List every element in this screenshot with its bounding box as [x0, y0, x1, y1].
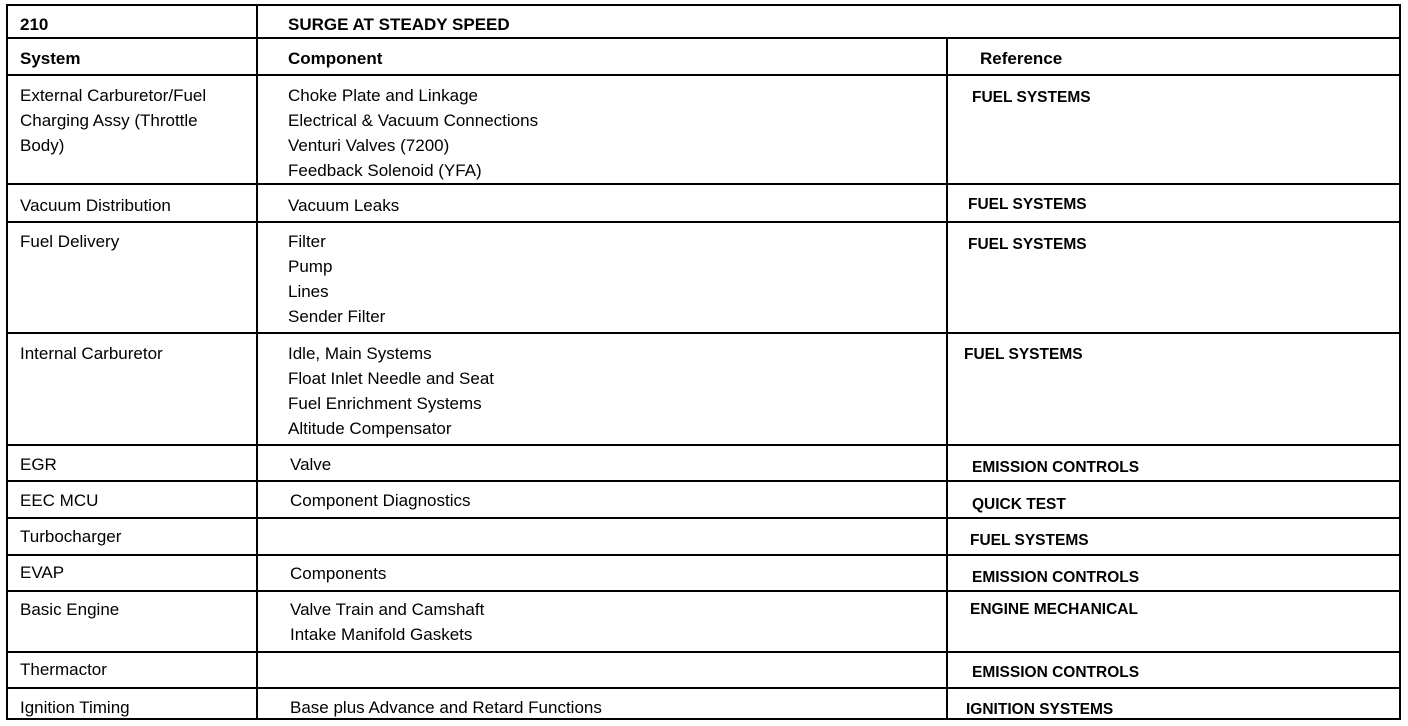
- row-reference: FUEL SYSTEMS: [972, 89, 1091, 106]
- row-reference: FUEL SYSTEMS: [968, 236, 1087, 253]
- component-line: Sender Filter: [288, 307, 386, 326]
- row-components: [288, 229, 385, 329]
- row-component: Vacuum Leaks: [288, 196, 400, 215]
- divider: [8, 221, 1399, 223]
- component-line: Altitude Compensator: [288, 419, 452, 438]
- system-line: External Carburetor/Fuel: [20, 86, 207, 105]
- component-line: Choke Plate and Linkage: [288, 86, 478, 105]
- row-system: Ignition Timing: [20, 698, 130, 717]
- component-line: Pump: [288, 257, 333, 276]
- row-component: Base plus Advance and Retard Functions: [290, 698, 602, 717]
- row-system: Turbocharger: [20, 527, 122, 546]
- row-reference: EMISSION CONTROLS: [972, 569, 1140, 586]
- row-system: Basic Engine: [20, 600, 120, 619]
- component-line: Lines: [288, 282, 329, 301]
- component-line: Electrical & Vacuum Connections: [288, 111, 539, 130]
- row-reference: ENGINE MECHANICAL: [970, 601, 1138, 618]
- row-reference: IGNITION SYSTEMS: [966, 701, 1114, 718]
- row-component: Components: [290, 564, 387, 583]
- system-line: Body): [20, 136, 65, 155]
- row-component: Valve: [290, 455, 332, 474]
- row-reference: EMISSION CONTROLS: [972, 664, 1140, 681]
- column-divider: [946, 37, 948, 718]
- row-system: EVAP: [20, 563, 65, 582]
- divider: [8, 687, 1399, 689]
- divider: [8, 517, 1399, 519]
- table-title: SURGE AT STEADY SPEED: [288, 15, 510, 34]
- column-divider: [256, 6, 258, 718]
- divider: [8, 480, 1399, 482]
- component-line: Feedback Solenoid (YFA): [288, 161, 482, 180]
- divider: [8, 332, 1399, 334]
- diagnostic-table: [6, 4, 1401, 720]
- system-line: Charging Assy (Throttle: [20, 111, 198, 130]
- row-system: EEC MCU: [20, 491, 99, 510]
- component-line: Filter: [288, 232, 326, 251]
- row-reference: QUICK TEST: [972, 496, 1066, 513]
- column-header-system: System: [20, 49, 81, 68]
- row-components: [288, 83, 538, 183]
- divider: [8, 74, 1399, 76]
- row-components: [288, 341, 494, 441]
- component-line: Fuel Enrichment Systems: [288, 394, 482, 413]
- row-system: Thermactor: [20, 660, 107, 679]
- row-reference: FUEL SYSTEMS: [964, 346, 1083, 363]
- row-components: [290, 597, 484, 647]
- component-line: Intake Manifold Gaskets: [290, 625, 473, 644]
- row-component: Component Diagnostics: [290, 491, 471, 510]
- row-system: [20, 83, 206, 158]
- divider: [8, 554, 1399, 556]
- divider: [8, 651, 1399, 653]
- divider: [8, 183, 1399, 185]
- column-header-reference: Reference: [980, 49, 1063, 68]
- component-line: Valve Train and Camshaft: [290, 600, 485, 619]
- component-line: Float Inlet Needle and Seat: [288, 369, 495, 388]
- component-line: Venturi Valves (7200): [288, 136, 450, 155]
- component-line: Idle, Main Systems: [288, 344, 432, 363]
- row-system: Fuel Delivery: [20, 232, 120, 251]
- divider: [8, 444, 1399, 446]
- table-code: 210: [20, 15, 49, 34]
- row-reference: EMISSION CONTROLS: [972, 459, 1140, 476]
- row-reference: FUEL SYSTEMS: [968, 196, 1087, 213]
- row-reference: FUEL SYSTEMS: [970, 532, 1089, 549]
- divider: [8, 37, 1399, 39]
- row-system: Vacuum Distribution: [20, 196, 171, 215]
- row-system: EGR: [20, 455, 57, 474]
- column-header-component: Component: [288, 49, 383, 68]
- row-system: Internal Carburetor: [20, 344, 163, 363]
- divider: [8, 590, 1399, 592]
